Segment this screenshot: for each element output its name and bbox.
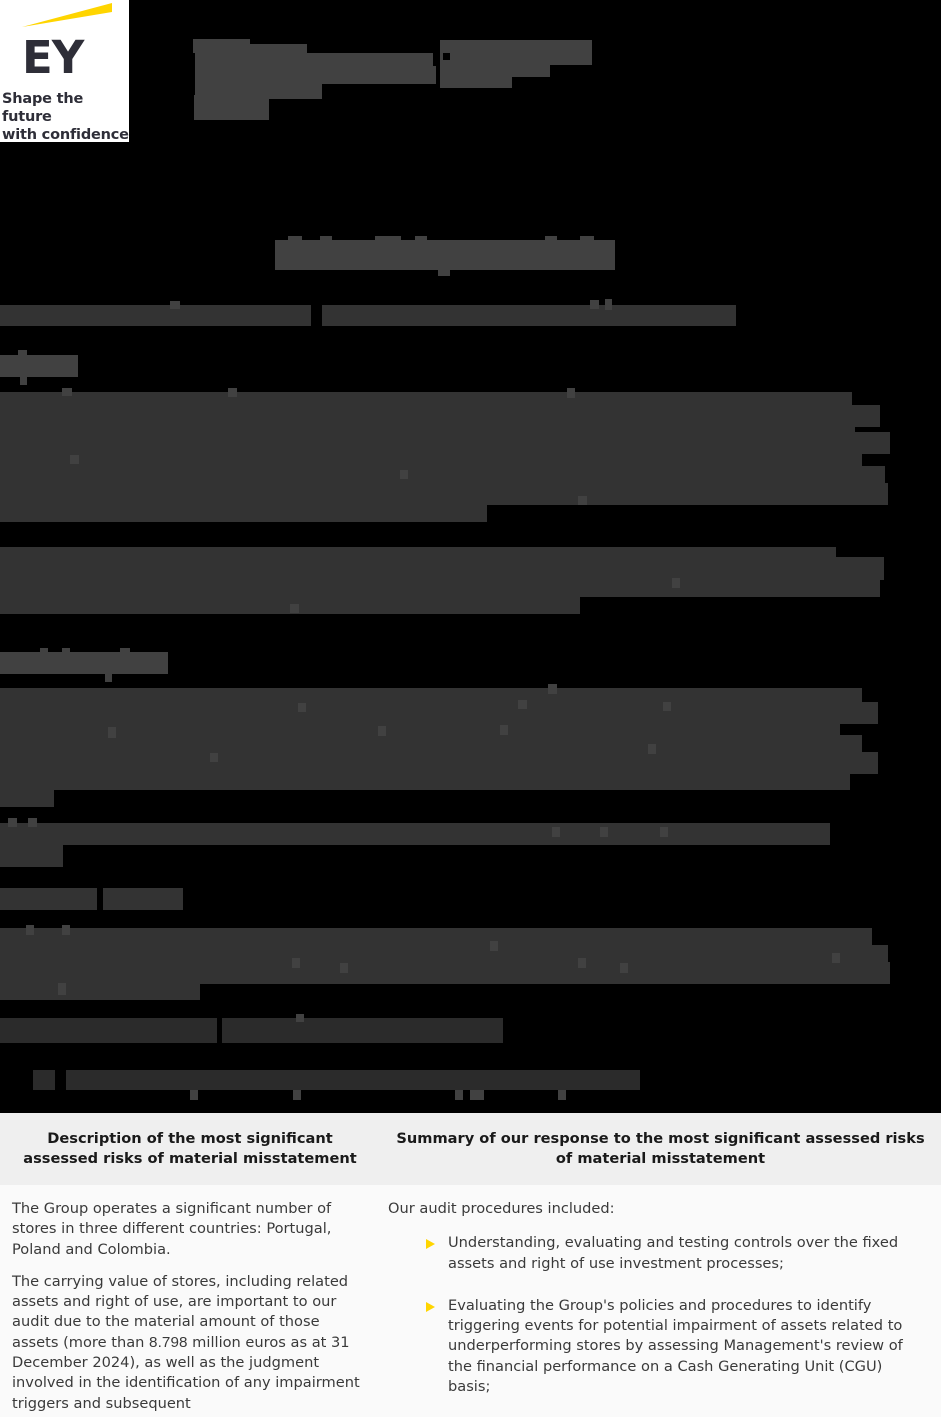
redaction-bar	[600, 827, 608, 837]
redaction-bar	[0, 768, 850, 790]
description-paragraph-2	[12, 1272, 366, 1414]
redaction-bar	[0, 845, 63, 867]
table-header-row	[0, 1113, 941, 1185]
redaction-bar	[552, 827, 560, 837]
redaction-bar	[66, 1070, 640, 1090]
redaction-bar	[62, 925, 70, 935]
redaction-bar	[108, 727, 116, 738]
table-cell-description	[0, 1185, 380, 1417]
redaction-bar	[620, 963, 628, 973]
redaction-bar	[375, 236, 401, 246]
redaction-bar	[672, 578, 680, 588]
redaction-bar	[832, 953, 840, 963]
redaction-bar	[293, 1090, 301, 1100]
redaction-bar	[567, 388, 575, 398]
table-row	[0, 1185, 941, 1417]
redaction-bar	[548, 684, 557, 694]
redaction-bar	[0, 500, 487, 522]
redaction-bar	[378, 726, 386, 736]
redaction-bar	[545, 236, 557, 246]
redaction-bar	[0, 355, 78, 377]
redaction-bar	[170, 301, 180, 309]
redaction-bar	[296, 1014, 304, 1022]
ey-tagline-line2: with confidence	[2, 127, 129, 142]
redaction-bar	[440, 74, 512, 88]
list-item-text: Understanding, evaluating and testing controls over the fixed assets and right of use investment processes;	[448, 1234, 899, 1272]
redaction-bar	[558, 1090, 566, 1100]
redaction-bar	[605, 299, 612, 310]
redaction-bar	[490, 941, 498, 951]
list-item-text: Evaluating the Group's policies and procedures to identify triggering events for potential impairment of assets related to underperforming stores by assessing Management's review of the financial performance on a Cash Generating Unit (CGU) basis;	[448, 1296, 903, 1396]
redaction-bar	[288, 236, 302, 246]
redaction-bar	[578, 958, 586, 968]
redaction-bar	[0, 305, 311, 326]
redaction-bar	[190, 1090, 198, 1100]
redaction-bullet-marker	[33, 1070, 55, 1090]
redaction-bar	[0, 888, 97, 910]
description-paragraph-2-tail: million euros as at 31 December 2024), as well as the judgment involved in the identification of any impairment triggers and subsequent	[12, 1333, 360, 1412]
redaction-bar	[18, 350, 27, 359]
redaction-bar	[663, 702, 671, 711]
triangle-bullet-icon	[426, 1302, 435, 1312]
redaction-bar	[415, 236, 427, 246]
redaction-bar	[0, 652, 168, 674]
redaction-bar	[322, 305, 736, 326]
table-header-response: Summary of our response to the most significant assessed risks of material misstatement	[396, 1130, 925, 1167]
redaction-bar	[228, 388, 237, 397]
redaction-bar	[0, 823, 830, 845]
redaction-bar	[62, 388, 72, 396]
redaction-bar	[660, 827, 668, 837]
redaction-bar	[455, 1090, 463, 1100]
redaction-bar	[120, 648, 130, 656]
redaction-bar	[500, 725, 508, 735]
redaction-bar	[28, 818, 37, 827]
ey-swoosh-icon	[22, 3, 112, 29]
redaction-bar	[340, 963, 348, 973]
redaction-bar	[518, 700, 527, 709]
description-paragraph-2-lead: The carrying value of stores, including related assets and right of use, are important to our audit due to the material amount of those assets (more than	[12, 1272, 349, 1351]
ey-tagline	[2, 90, 129, 142]
redaction-bar	[320, 236, 332, 246]
ey-tagline-line1: Shape the future	[2, 91, 84, 125]
audit-procedures-list	[388, 1233, 929, 1397]
redaction-bar	[438, 262, 450, 276]
key-audit-matter-table	[0, 1113, 941, 1417]
table-header-description: Description of the most significant assessed risks of material misstatement	[23, 1130, 357, 1167]
redaction-bar	[58, 983, 66, 995]
redaction-bar	[290, 604, 299, 613]
ey-logo	[0, 0, 129, 142]
redaction-bar	[648, 744, 656, 754]
redaction-bar	[26, 925, 34, 935]
redaction-bar	[0, 785, 54, 807]
redaction-bar	[222, 1018, 503, 1043]
table-cell-response	[380, 1185, 941, 1417]
redaction-bar	[40, 648, 48, 656]
redaction-bar	[470, 1090, 484, 1100]
list-item	[388, 1296, 929, 1397]
redaction-bar	[578, 496, 587, 505]
redaction-bar	[298, 703, 306, 712]
redaction-bar	[0, 978, 200, 1000]
redaction-bar	[194, 95, 269, 120]
description-paragraph-1: The Group operates a significant number of stores in three different countries: Portugal, Poland and Colombia.	[12, 1200, 332, 1258]
redaction-bar	[443, 53, 450, 60]
audit-procedures-intro: Our audit procedures included:	[388, 1200, 615, 1217]
redaction-bar	[0, 1018, 217, 1043]
redaction-bar	[590, 300, 599, 309]
carrying-value-amount: 8.798	[149, 1333, 188, 1351]
redaction-bar	[103, 888, 183, 910]
ey-wordmark: EY	[22, 31, 84, 84]
redaction-bar	[292, 958, 300, 968]
redaction-bar	[70, 455, 79, 464]
redaction-bar	[8, 818, 17, 827]
list-item	[388, 1233, 929, 1274]
redaction-bar	[105, 670, 112, 682]
redaction-bar	[580, 236, 594, 246]
triangle-bullet-icon	[426, 1239, 435, 1249]
redaction-bar	[20, 373, 27, 385]
redaction-bar	[400, 470, 408, 479]
redaction-bar	[62, 648, 70, 656]
redaction-bar	[210, 753, 218, 762]
